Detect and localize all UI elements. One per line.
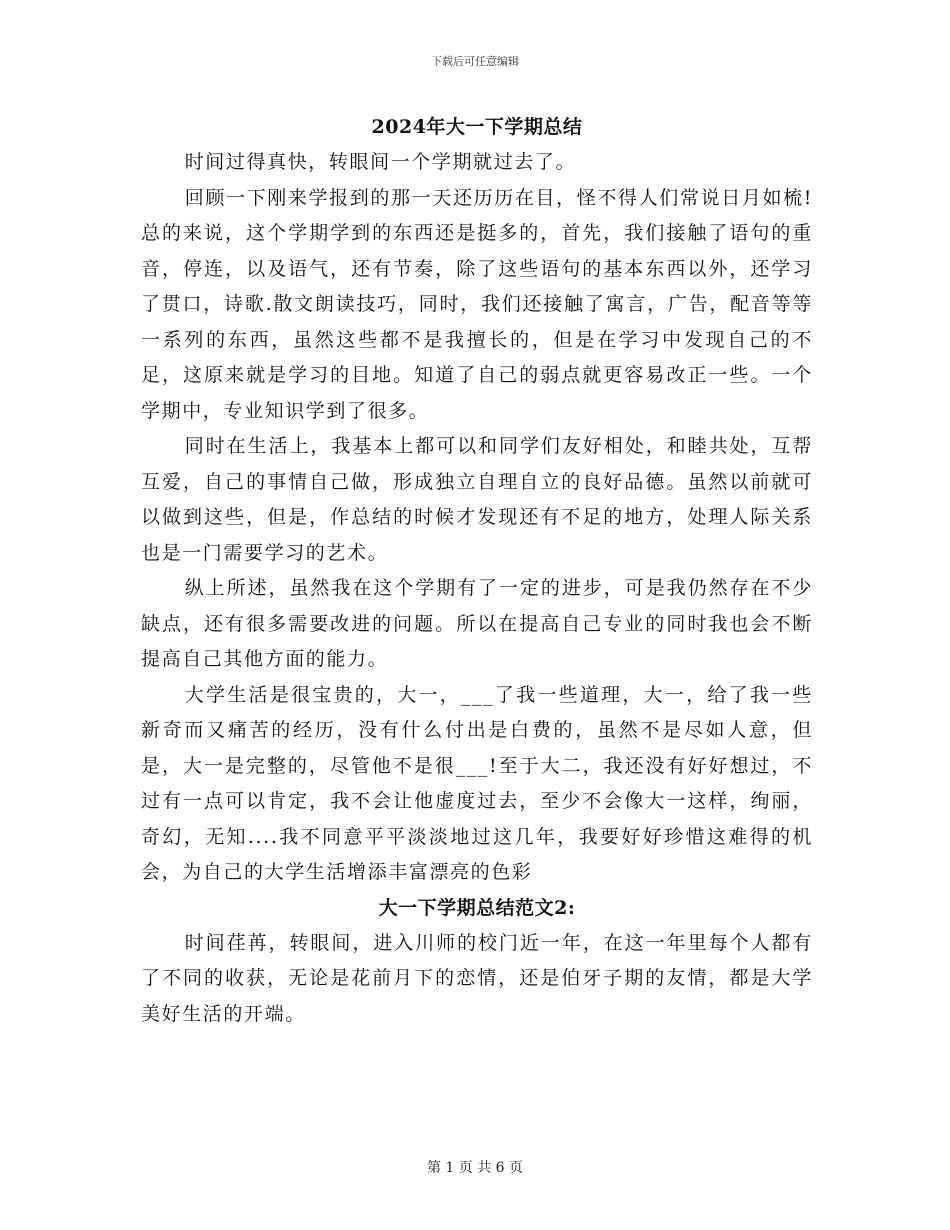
paragraph-2: 回顾一下刚来学报到的那一天还历历在目，怪不得人们常说日月如梳!总的来说，这个学期学到的东西还是挺多的，首先，我们接触了语句的重音，停连，以及语气，还有节奏，除了这些语句的基本东西以外，还学习了贯口，诗歌.散文朗读技巧，同时，我们还接触了寓言，广告，配音等等一系列的东西，虽然这些都不是我擅长的，但是在学习中发现自己的不足，这原来就是学习的目地。知道了自己的弱点就更容易改正一些。一个学期中，专业知识学到了很多。 [141,186,813,422]
document-body [141,110,813,1032]
paragraph-3: 同时在生活上，我基本上都可以和同学们友好相处，和睦共处，互帮互爱，自己的事情自己做，形成独立自理自立的良好品德。虽然以前就可以做到这些，但是，作总结的时候才发现还有不足的地方，处理人际关系也是一门需要学习的艺术。 [141,435,813,564]
paragraph-5: 大学生活是很宝贵的，大一，___了我一些道理，大一，给了我一些新奇而又痛苦的经历，没有什么付出是白费的，虽然不是尽如人意，但是，大一是完整的，尽管他不是很___!至于大二，我还没有好好想过，不过有一点可以肯定，我不会让他虚度过去，至少不会像大一这样，绚丽，奇幻，无知....我不同意平平淡淡地过这几年，我要好好珍惜这难得的机会，为自己的大学生活增添丰富漂亮的色彩 [141,683,813,883]
paragraph-1: 时间过得真快，转眼间一个学期就过去了。 [184,151,577,173]
page-number: 第 1 页 共 6 页 [426,1160,524,1176]
page-header-note: 下载后可任意编辑 [431,55,519,68]
paragraph-4: 纵上所述，虽然我在这个学期有了一定的进步，可是我仍然存在不少缺点，还有很多需要改进的问题。所以在提高自己专业的同时我也会不断提高自己其他方面的能力。 [141,577,813,670]
section-2-paragraph-1: 时间荏苒，转眼间，进入川师的校门近一年，在这一年里每个人都有了不同的收获，无论是花前月下的恋情，还是伯牙子期的友情，都是大学美好生活的开端。 [141,931,813,1025]
document-title: 2024年大一下学期总结 [371,116,583,138]
section-2-title: 大一下学期总结范文2: [378,896,576,919]
